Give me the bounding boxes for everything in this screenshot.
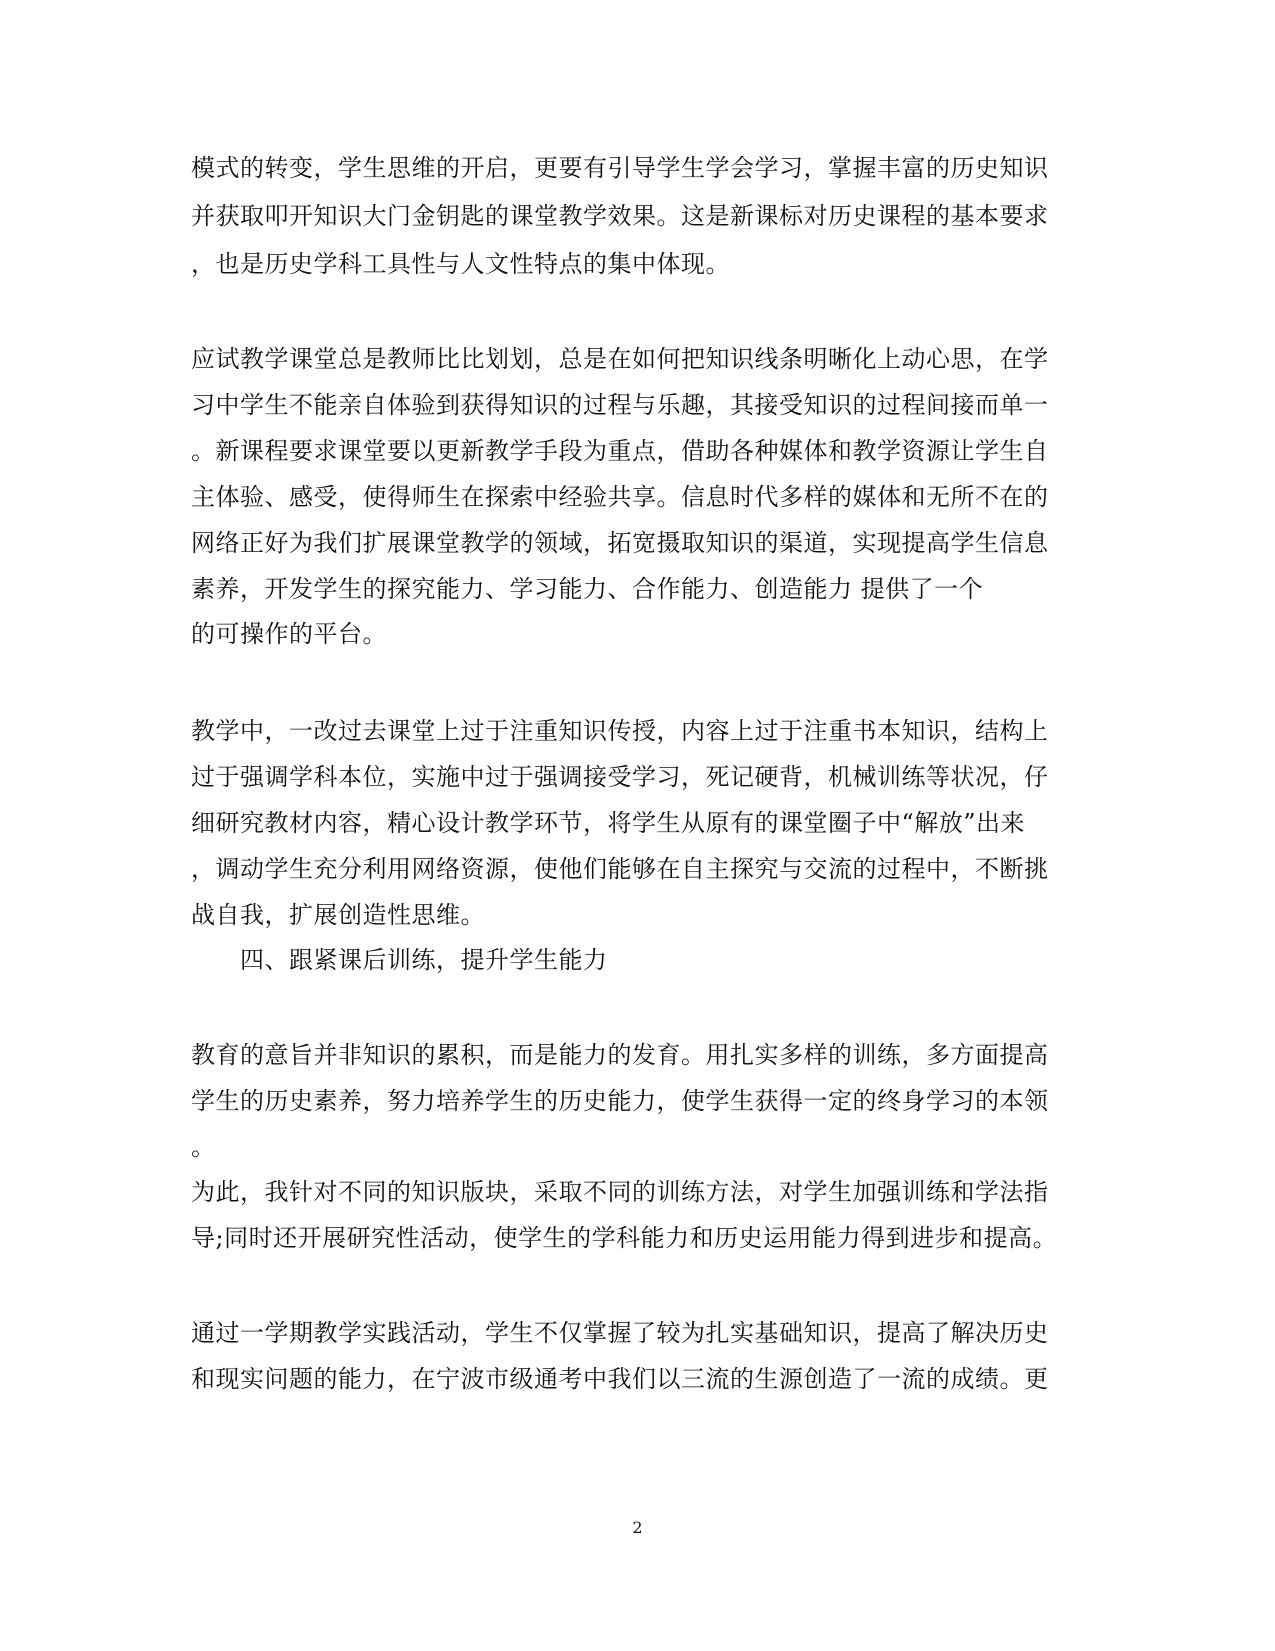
paragraph-line: 学生的历史素养，努力培养学生的历史能力，使学生获得一定的终身学习的本领 bbox=[191, 1087, 1049, 1115]
paragraph-line: 应试教学课堂总是教师比比划划，总是在如何把知识线条明晰化上动心思，在学 bbox=[191, 345, 1049, 373]
paragraph-line: 通过一学期教学实践活动，学生不仅掌握了较为扎实基础知识，提高了解决历史 bbox=[191, 1319, 1049, 1347]
paragraph-line: 的可操作的平台。 bbox=[191, 620, 387, 648]
paragraph-line: 细研究教材内容，精心设计教学环节，将学生从原有的课堂圈子中“解放”出来 bbox=[191, 809, 1026, 837]
paragraph-line: 。 bbox=[191, 1133, 216, 1161]
paragraph-line: 习中学生不能亲自体验到获得知识的过程与乐趣，其接受知识的过程间接而单一 bbox=[191, 391, 1049, 419]
paragraph-line: 为此，我针对不同的知识版块，采取不同的训练方法，对学生加强训练和学法指 bbox=[191, 1178, 1049, 1206]
paragraph-line: 导;同时还开展研究性活动，使学生的学科能力和历史运用能力得到进步和提高。 bbox=[191, 1224, 1058, 1252]
paragraph-line: 过于强调学科本位，实施中过于强调接受学习，死记硬背，机械训练等状况，仔 bbox=[191, 763, 1049, 791]
paragraph-line: 教学中，一改过去课堂上过于注重知识传授，内容上过于注重书本知识，结构上 bbox=[191, 717, 1049, 745]
paragraph-line: 素养，开发学生的探究能力、学习能力、合作能力、创造能力 提供了一个 bbox=[191, 575, 984, 603]
paragraph-line: 和现实问题的能力，在宁波市级通考中我们以三流的生源创造了一流的成绩。更 bbox=[191, 1365, 1049, 1393]
paragraph-line: 战自我，扩展创造性思维。 bbox=[191, 901, 485, 929]
paragraph-line: 主体验、感受，使得师生在探索中经验共享。信息时代多样的媒体和无所不在的 bbox=[191, 483, 1049, 511]
paragraph-line: 并获取叩开知识大门金钥匙的课堂教学效果。这是新课标对历史课程的基本要求 bbox=[191, 202, 1049, 230]
paragraph-line: ，调动学生充分利用网络资源，使他们能够在自主探究与交流的过程中，不断挑 bbox=[191, 855, 1049, 883]
paragraph-line: 模式的转变，学生思维的开启，更要有引导学生学会学习，掌握丰富的历史知识 bbox=[191, 154, 1049, 182]
page-number: 2 bbox=[632, 1518, 643, 1537]
paragraph-line: ，也是历史学科工具性与人文性特点的集中体现。 bbox=[191, 250, 730, 278]
paragraph-line: 网络正好为我们扩展课堂教学的领域，拓宽摄取知识的渠道，实现提高学生信息 bbox=[191, 529, 1049, 557]
paragraph-line: 教育的意旨并非知识的累积，而是能力的发育。用扎实多样的训练，多方面提高 bbox=[191, 1041, 1049, 1069]
paragraph-line: 。新课程要求课堂要以更新教学手段为重点，借助各种媒体和教学资源让学生自 bbox=[191, 437, 1049, 465]
section-heading: 四、跟紧课后训练，提升学生能力 bbox=[240, 946, 608, 974]
